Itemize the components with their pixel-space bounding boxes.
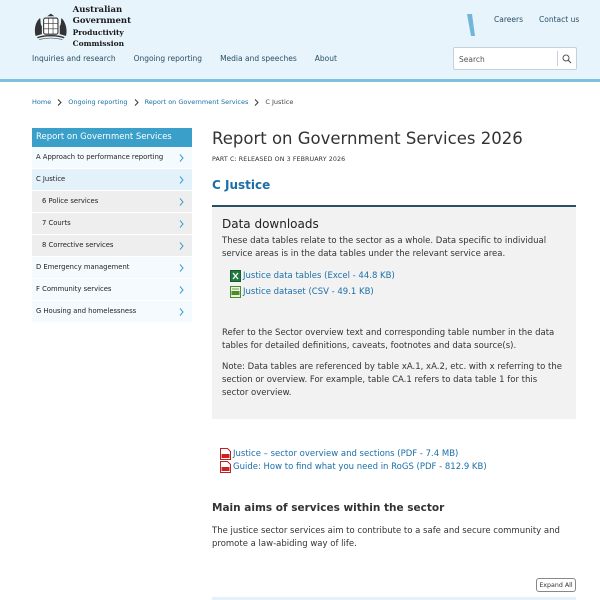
- site-logo[interactable]: [32, 5, 172, 48]
- sidebar-item-label: 6 Police services: [42, 197, 99, 205]
- decorative-slash-icon: [466, 13, 476, 37]
- excel-download-label: Justice data tables (Excel - 44.8 KB): [243, 271, 395, 281]
- sidebar-item-housing[interactable]: [32, 301, 192, 323]
- sidebar-item-label: G Housing and homelessness: [36, 307, 137, 315]
- search-divider: [557, 51, 558, 66]
- breadcrumb: [32, 98, 293, 106]
- chevron-right-icon: [134, 99, 139, 106]
- logo-line-2: Productivity Commission: [72, 28, 125, 48]
- page-title: Report on Government Services 2026: [212, 129, 523, 148]
- excel-download-link[interactable]: [230, 268, 566, 284]
- aims-heading: Main aims of services within the sector: [212, 502, 445, 514]
- sidebar-nav: [32, 128, 192, 323]
- csv-file-icon: [230, 286, 241, 298]
- logo-line-1: Australian Government: [72, 5, 132, 26]
- aims-text: The justice sector services aim to contribute to a safe and secure community and promote a law-abiding way of life.: [212, 526, 560, 549]
- contact-us-link[interactable]: Contact us: [539, 15, 580, 24]
- justice-pdf-link[interactable]: [220, 447, 487, 460]
- sidebar-item-label: A Approach to performance reporting: [36, 153, 164, 161]
- sidebar-item-corrective[interactable]: [32, 235, 192, 257]
- main-content: [212, 128, 576, 192]
- breadcrumb-ongoing-reporting[interactable]: Ongoing reporting: [68, 98, 128, 106]
- justice-pdf-label: Justice – sector overview and sections (PDF - 7.4 MB): [233, 448, 459, 459]
- sidebar-item-justice[interactable]: [32, 169, 192, 191]
- csv-download-link[interactable]: [230, 284, 566, 300]
- breadcrumb-home[interactable]: Home: [32, 98, 52, 106]
- search-icon[interactable]: [562, 54, 572, 64]
- chevron-right-icon: [179, 308, 184, 316]
- rogs-guide-pdf-label: Guide: How to find what you need in RoGS (PDF - 812.9 KB): [233, 461, 487, 472]
- logo-text: [73, 5, 172, 49]
- sidebar-item-label: F Community services: [36, 285, 112, 293]
- sidebar-item-police[interactable]: [32, 191, 192, 213]
- expand-all-button[interactable]: Expand All: [536, 578, 576, 592]
- pdf-download-list: [220, 447, 487, 473]
- chevron-right-icon: [179, 220, 184, 228]
- sidebar-item-label: D Emergency management: [36, 263, 130, 271]
- site-header: [0, 0, 600, 82]
- sidebar-title[interactable]: Report on Government Services: [32, 128, 192, 147]
- chevron-right-icon: [179, 176, 184, 184]
- nav-media-speeches[interactable]: Media and speeches: [220, 54, 297, 63]
- careers-link[interactable]: Careers: [494, 15, 523, 24]
- data-downloads-panel: [212, 205, 576, 419]
- coat-of-arms-icon: [32, 11, 70, 43]
- data-file-list: [230, 268, 566, 300]
- search-input[interactable]: [459, 51, 555, 67]
- sidebar-item-courts[interactable]: [32, 213, 192, 235]
- data-downloads-title: Data downloads: [222, 217, 319, 231]
- pdf-file-icon: [220, 461, 231, 473]
- chevron-right-icon: [57, 99, 62, 106]
- release-info: PART C: RELEASED ON 3 FEBRUARY 2026: [212, 156, 346, 163]
- chevron-right-icon: [254, 99, 259, 106]
- pdf-file-icon: [220, 448, 231, 460]
- chevron-right-icon: [179, 198, 184, 206]
- chevron-right-icon: [179, 264, 184, 272]
- data-downloads-table-note: Note: Data tables are referenced by table xA.1, xA.2, etc. with x referring to the section or overview. For example, table CA.1 refers to data table 1 for this sector overview.: [222, 362, 562, 398]
- search-box: [453, 47, 577, 70]
- breadcrumb-rogs[interactable]: Report on Government Services: [144, 98, 249, 106]
- excel-file-icon: [230, 270, 241, 282]
- data-downloads-reference-note: Refer to the Sector overview text and corresponding table number in the data tables for detailed definitions, caveats, footnotes and data source(s).: [222, 328, 555, 351]
- nav-about[interactable]: About: [314, 54, 337, 63]
- chevron-right-icon: [179, 242, 184, 250]
- csv-download-label: Justice dataset (CSV - 49.1 KB): [243, 287, 374, 297]
- sidebar-item-label: 7 Courts: [42, 219, 71, 227]
- sidebar-item-community[interactable]: [32, 279, 192, 301]
- nav-ongoing-reporting[interactable]: Ongoing reporting: [133, 54, 203, 63]
- chevron-right-icon: [179, 154, 184, 162]
- sidebar-item-emergency[interactable]: [32, 257, 192, 279]
- sidebar-item-approach[interactable]: [32, 147, 192, 169]
- rogs-guide-pdf-link[interactable]: [220, 460, 487, 473]
- sidebar-item-label: 8 Corrective services: [42, 241, 114, 249]
- main-nav: [32, 54, 355, 63]
- breadcrumb-current: C Justice: [265, 98, 294, 106]
- chevron-right-icon: [179, 286, 184, 294]
- sidebar-item-label: C Justice: [36, 175, 66, 183]
- data-downloads-intro: These data tables relate to the sector as a whole. Data specific to individual service areas is in the data tables under the relevant service area.: [222, 236, 547, 259]
- nav-inquiries-research[interactable]: Inquiries and research: [32, 54, 116, 63]
- section-title: C Justice: [212, 178, 271, 192]
